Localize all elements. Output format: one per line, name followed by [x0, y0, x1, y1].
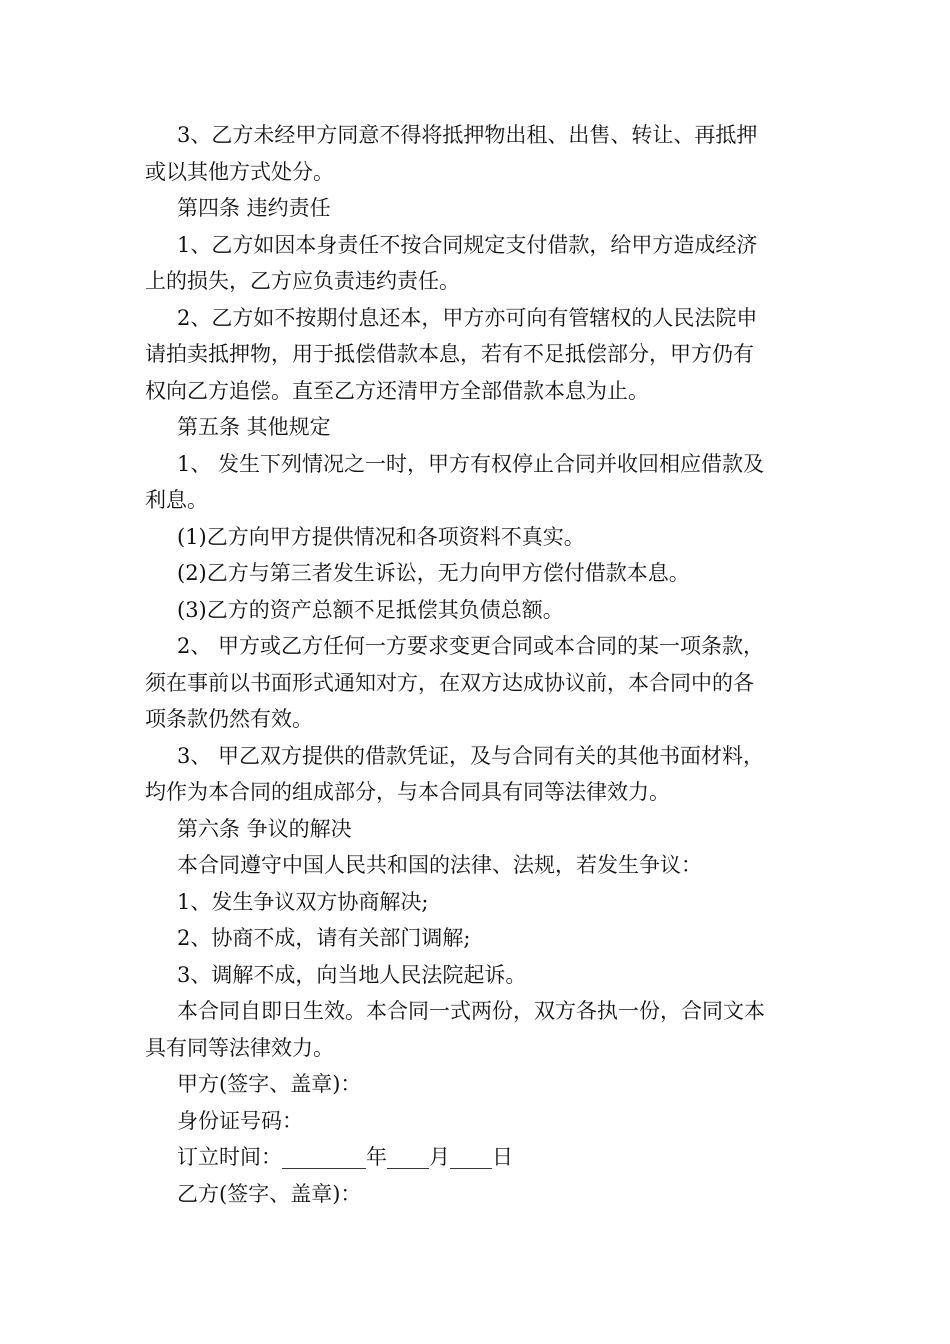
document-line: 上的损失，乙方应负责违约责任。: [145, 269, 460, 293]
document-line: 均作为本合同的组成部分，与本合同具有同等法律效力。: [145, 780, 670, 804]
document-line: 1、乙方如因本身责任不按合同规定支付借款，给甲方造成经济: [177, 232, 758, 257]
document-line: 须在事前以书面形式通知对方，在双方达成协议前，本合同中的各: [145, 670, 754, 695]
document-line: 3、调解不成，向当地人民法院起诉。: [177, 962, 527, 987]
document-line: 本合同遵守中国人民共和国的法律、法规，若发生争议：: [177, 853, 702, 877]
document-line: 3、乙方未经甲方同意不得将抵押物出租、出售、转让、再抵押: [177, 123, 758, 147]
document-line: 请拍卖抵押物，用于抵偿借款本息，若有不足抵偿部分，甲方仍有: [145, 342, 754, 366]
document-line: 乙方(签字、盖章)：: [177, 1181, 362, 1206]
document-line: 具有同等法律效力。: [145, 1035, 334, 1060]
document-line: 2、协商不成，请有关部门调解;: [177, 926, 471, 950]
document-body: [145, 117, 810, 1212]
document-line: 订立时间：________年____月____日: [177, 1145, 513, 1169]
document-line: 甲方(签字、盖章)：: [177, 1072, 362, 1096]
document-line: 第六条 争议的解决: [177, 816, 352, 841]
document-line: 身份证号码：: [177, 1108, 303, 1133]
document-line: (1)乙方向甲方提供情况和各项资料不真实。: [177, 524, 585, 549]
document-line: 第四条 违约责任: [177, 196, 331, 220]
document-line: (2)乙方与第三者发生诉讼，无力向甲方偿付借款本息。: [177, 561, 690, 585]
document-line: 2、乙方如不按期付息还本，甲方亦可向有管辖权的人民法院申: [177, 305, 758, 330]
document-line: 1、 发生下列情况之一时，甲方有权停止合同并收回相应借款及: [177, 451, 765, 476]
document-line: 或以其他方式处分。: [145, 159, 334, 184]
document-line: 本合同自即日生效。本合同一式两份，双方各执一份，合同文本: [177, 999, 765, 1023]
document-line: 2、 甲方或乙方任何一方要求变更合同或本合同的某一项条款，: [177, 634, 765, 658]
document-line: 第五条 其他规定: [177, 415, 331, 439]
document-line: (3)乙方的资产总额不足抵偿其负债总额。: [177, 597, 564, 622]
document-line: 项条款仍然有效。: [145, 707, 313, 731]
document-line: 1、发生争议双方协商解决;: [177, 889, 429, 914]
document-line: 利息。: [145, 488, 208, 512]
document-line: 权向乙方追偿。直至乙方还清甲方全部借款本息为止。: [145, 378, 649, 403]
document-line: 3、 甲乙双方提供的借款凭证，及与合同有关的其他书面材料，: [177, 743, 765, 768]
